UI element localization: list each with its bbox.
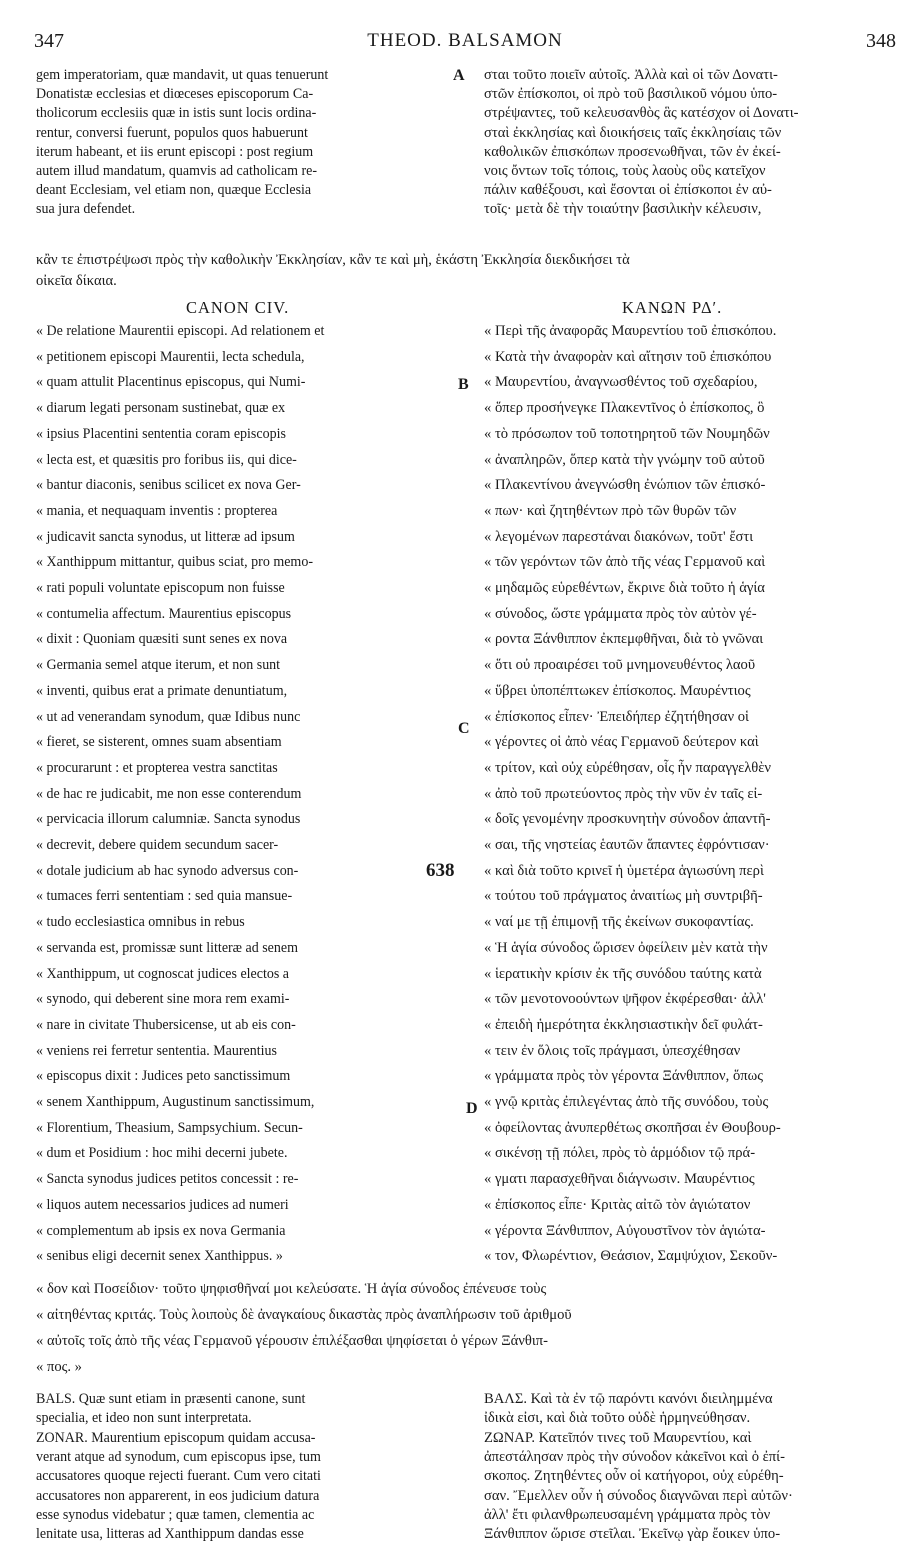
canon-right-line: « καὶ διὰ τοῦτο κρινεῖ ἡ ὑμετέρα ἁγιωσύνη περὶ [484,862,764,879]
top-full-line: οἰκεῖα δίκαια. [36,273,117,289]
canon-left-line: « complementum ab ipsis ex nova Germania [36,1222,286,1239]
canon-right-line: « σύνοδος, ὥστε γράμματα πρὸς τὸν αὐτὸν γέ- [484,605,757,622]
bottom-right-line: σαν. Ἔμελλεν οὖν ἡ σύνοδος διαγνῶναι περὶ αὐτῶν· [484,1487,793,1504]
canon-right-line: « Κατὰ τὴν ἀναφορὰν καὶ αἴτησιν τοῦ ἐπισκόπου [484,348,772,365]
canon-right-line: « ἀναπληρῶν, ὅπερ κατὰ τὴν γνώμην τοῦ αὐτοῦ [484,451,765,468]
canon-right-line: « δοῖς γενομένην προσκυνητὴν σύνοδον ἀπαντῆ- [484,811,771,828]
canon-right-line: « Μαυρεντίου, ἀναγνωσθέντος τοῦ σχεδαρίου, [484,374,758,391]
canon-left-line: « judicavit sancta synodus, ut litteræ ad ipsum [36,528,295,545]
canon-left-line: « servanda est, promissæ sunt litteræ ad senem [36,939,298,956]
canon-left-line: « veniens rei ferretur sententia. Maurentius [36,1042,277,1059]
canon-right-line: « τούτου τοῦ πράγματος ἀναιτίως μὴ συντριβῆ- [484,888,763,905]
canon-right-line: « ὀφείλοντας ἀνυπερθέτως σκοπῆσαι ἐν Θουβουρ- [484,1119,781,1136]
canon-right-line: « ἱερατικὴν κρίσιν ἐκ τῆς συνόδου ταύτης κατὰ [484,965,762,982]
running-title: THEOD. BALSAMON [367,30,563,51]
canon-left-line: « petitionem episcopi Maurentii, lecta schedula, [36,348,305,365]
canon-right-line: « ἐπειδὴ ἡμερότητα ἐκκλησιαστικὴν δεῖ φυλάτ- [484,1016,763,1033]
bottom-left-line: BALS. Quæ sunt etiam in præsenti canone, sunt [36,1391,306,1407]
canon-left-line: « dixit : Quoniam quæsiti sunt senes ex nova [36,631,288,648]
bottom-right-line: ἰδικὰ εἰσι, καὶ διὰ τοῦτο οὐδὲ ἡρμηνεύθησαν. [484,1410,751,1427]
canon-left-line: « bantur diaconis, senibus scilicet ex nova Ger- [36,477,301,494]
canon-right-line: « ὅτι οὐ προαιρέσει τοῦ μνημονευθέντος λαοῦ [484,657,756,674]
bottom-right-line: ἀπεστάλησαν πρὸς τὴν σύνοδον κἀκεῖνοι καὶ ὁ ἐπί- [484,1448,785,1465]
top-right-line: τοῖς· μετὰ δὲ τὴν τοιαύτην βασιλικὴν κέλευσιν, [484,201,762,218]
column-number: 638 [426,860,455,881]
bottom-right-line: σκοπος. Ζητηθέντες οὖν οἱ κατήγοροι, οὐχ εὑρέθη- [484,1468,784,1485]
canon-left-line: « synodo, qui deberent sine mora rem exami- [36,991,290,1008]
top-left-line: gem imperatoriam, quæ mandavit, ut quas tenuerunt [36,67,329,83]
canon-right-line: « μηδαμῶς εὑρεθέντων, ἔκρινε διὰ τοῦτο ἡ ἁγία [484,580,765,596]
canon-left-line: « de hac re judicabit, me non esse conterendum [36,785,302,802]
canon-right-line: « ναί με τῇ ἐπιμονῇ τῆς ἐκείνων συκοφαντίας. [484,914,754,931]
margin-letter-b: B [458,376,469,393]
canon-left-line: « tudo ecclesiastica omnibus in rebus [36,914,245,931]
canon-right-line: « ἐπίσκοπος εἶπε· Κριτὰς αἰτῶ τὸν ἁγιώτατον [484,1196,751,1213]
canon-left-line: « pervicacia illorum calumniæ. Sancta synodus [36,811,301,828]
top-left-line: Donatistæ ecclesias et diœceses episcoporum Ca- [36,86,314,103]
top-left-line: deant Ecclesiam, vel etiam non, quæque Ecclesia [36,182,312,199]
canon-right-line: « γέροντες οἱ ἀπὸ νέας Γερμανοῦ δεύτερον καὶ [484,734,759,751]
top-right-line: σται τοῦτο ποιεῖν αὐτοῖς. Ἀλλὰ καὶ οἱ τῶν Δονατι- [484,67,778,83]
canon-right-line: « ροντα Ξάνθιππον ἐκπεμφθῆναι, διὰ τὸ γνῶναι [484,631,764,648]
canon-left-line: « quam attulit Placentinus episcopus, qui Numi- [36,374,306,391]
canon-right-line: « ὕβρει ὑποπέπτωκεν ἐπίσκοπος. Μαυρέντιος [484,682,751,699]
page-header [34,30,896,56]
canon-left-line: « diarum legati personam sustinebat, quæ ex [36,400,286,417]
margin-letter-d: D [466,1100,478,1117]
bottom-left-line: lenitate usa, litteras ad Xanthippum dandas esse [36,1526,304,1543]
canon-left-line: « Florentium, Theasium, Sampsychium. Secun- [36,1119,303,1136]
canon-left-line: « De relatione Maurentii episcopi. Ad relationem et [36,323,325,339]
canon-right-line: « Πλακεντίνου ἀνεγνώσθη ἐνώπιον τῶν ἐπισκό- [484,477,766,494]
canon-left-line: « tumaces ferri sententiam : sed quia mansue- [36,888,293,905]
top-right-line: στῶν ἐπίσκοποι, οἱ πρὸ τοῦ βασιλικοῦ νόμου ὑπο- [484,86,778,103]
canon-left-line: « lecta est, et quæsitis pro foribus iis, qui dice- [36,451,297,468]
canon-right-line: « γέροντα Ξάνθιππον, Αὐγουστῖνον τὸν ἁγιώτα- [484,1222,766,1239]
bottom-right-line: ἀλλ' ἔτι φιλανθρωπευσαμένη γράμματα πρὸς τὸν [484,1506,771,1523]
canon-left-line: « Xanthippum, ut cognoscat judices electos a [36,965,290,982]
canon-left-line: « Xanthippum mittantur, quibus sciat, pro memo- [36,554,313,571]
canon-right-line: « τειν ἐν ὅλοις τοῖς πράγμασι, ὑπεσχέθησαν [484,1042,741,1059]
canon-right-line: « πων· καὶ ζητηθέντων πρὸ τῶν θυρῶν τῶν [484,502,737,519]
canon-right-title: ΚΑΝΩΝ ΡΔʹ. [622,298,723,317]
top-left-line: tholicorum ecclesiis quæ in istis sunt locis ordina- [36,105,317,122]
canon-left-line: « ipsius Placentini sententia coram episcopis [36,425,286,442]
bottom-right-line: ΖΩΝΑΡ. Κατεῖπόν τινες τοῦ Μαυρεντίου, καὶ [484,1429,752,1446]
canon-right-line: « τον, Φλωρέντιον, Θεάσιον, Σαμψύχιον, Σεκοῦν- [484,1248,778,1265]
bottom-left-line: verant atque ad synodum, cum episcopus ipse, tum [36,1448,321,1465]
bottom-right-line: Ξάνθιππον ὥρισε στεῖλαι. Ἐκεῖνῳ γὰρ ἔοικεν ὑπο- [484,1526,781,1543]
canon-right-line: « ἀπὸ τοῦ πρωτεύοντος πρὸς τὴν νῦν ἐν ταῖς εἰ- [484,785,763,802]
top-left-line: autem illud mandatum, quamvis ad catholicam re- [36,163,318,179]
canon-left-line: « rati populi voluntate episcopum non fuisse [36,580,285,596]
canon-left-line: « inventi, quibus erat a primate denuntiatum, [36,682,288,699]
canon-left-line: « episcopus dixit : Judices peto sanctissimum [36,1068,291,1085]
canon-left-line: « Germania semel atque iterum, et non sunt [36,657,281,674]
bottom-left-line: ZONAR. Maurentium episcopum quidam accusa- [36,1429,316,1446]
page-number-left: 347 [34,30,64,52]
canon-left-line: « dotale judicium ab hac synodo adversus con- [36,862,299,879]
canon-left-line: « Sancta synodus judices petitos concessit : re- [36,1171,299,1188]
canon-right-line: « Περὶ τῆς ἀναφορᾶς Μαυρεντίου τοῦ ἐπισκόπου. [484,323,777,339]
bottom-left-line: esse synodus videbatur ; quæ tamen, clementia ac [36,1506,315,1523]
canon-left-title: CANON CIV. [186,298,290,317]
canon-right-line: « τῶν γερόντων τῶν ἀπὸ τῆς νέας Γερμανοῦ καὶ [484,554,766,571]
top-right-line: πάλιν καθέξουσι, καὶ ἔσονται οἱ ἐπίσκοποι ἐν αὐ- [484,182,772,199]
canon-right-line: « τρίτον, καὶ οὐχ εὑρέθησαν, οἷς ἦν παραγγελθὲν [484,759,772,776]
canon-left-line: « mania, et nequaquam inventis : propterea [36,502,278,519]
canon-left-line: « contumelia affectum. Maurentius episcopus [36,605,292,622]
canon-right-line: « γνῷ κριτὰς ἐπιλεγέντας ἀπὸ τῆς συνόδου, τοὺς [484,1094,769,1110]
top-left-line: rentur, conversi fuerunt, populos quos habuerunt [36,124,308,141]
canon-left-line: « dum et Posidium : hoc mihi decerni jubete. [36,1145,288,1162]
bottom-right-line: ΒΑΛΣ. Καὶ τὰ ἐν τῷ παρόντι κανόνι διειλημμένα [484,1391,773,1407]
top-right-line: καθολικῶν ἐπισκόπων προσενωθῆναι, τῶν ἐν ἐκεί- [484,143,781,160]
canon-left-line: « nare in civitate Thubersicense, ut ab eis con- [36,1016,296,1033]
canon-right-line: « γματι παρασχεθῆναι διάγνωσιν. Μαυρέντιος [484,1171,755,1188]
top-right-line: σταὶ ἐκκλησίας καὶ διοικήσεις ταῖς ἐκκλησίαις τῶν [484,124,782,141]
bottom-left-line: specialia, et ideo non sunt interpretata. [36,1410,252,1427]
margin-letter-a: A [453,67,465,84]
canon-left-line: « liquos autem necessarios judices ad numeri [36,1196,289,1213]
margin-letter-c: C [458,720,470,737]
canon-right-line: « τῶν μενοτονοούντων ψῆφον ἐκφέρεσθαι· ἀλλ' [484,991,766,1008]
top-right-line: στρέψαντες, τοῦ κελευσανθὸς ἃς κατέσχον οἱ Δονατι- [484,105,799,122]
canon-full-line: « αἰτηθέντας κριτάς. Τοὺς λοιποὺς δὲ ἀναγκαίους δικαστὰς πρὸς ἀναπλήρωσιν τοῦ ἀριθμοῦ [36,1307,572,1323]
canon-right-line: « Ἡ ἁγία σύνοδος ὥρισεν ὀφείλειν μὲν κατὰ τὴν [484,939,768,956]
canon-left-line: « senem Xanthippum, Augustinum sanctissimum, [36,1094,315,1110]
top-full-line: κἂν τε ἐπιστρέψωσι πρὸς τὴν καθολικὴν Ἐκκλησίαν, κἂν τε καὶ μὴ, ἑκάστη Ἐκκλησία διεκδικήσει τὰ [36,252,630,268]
canon-left-line: « ut ad venerandam synodum, quæ Idibus nunc [36,708,301,725]
canon-left-line: « senibus eligi decernit senex Xanthippus. » [36,1248,283,1265]
canon-right-line: « σαι, τῆς νηστείας ἑαυτῶν ἅπαντες ἐφρόντισαν· [484,837,770,853]
bottom-left-line: accusatores quoque rejecti fuerant. Cum vero citati [36,1468,321,1485]
canon-right-line: « σικένσῃ τῇ πόλει, πρὸς τὸ ἁρμόδιον τῷ πρά- [484,1145,756,1162]
canon-full-line: « αὐτοῖς τοῖς ἀπὸ τῆς νέας Γερμανοῦ γέρουσιν ἐπιλέξασθαι ψηφίσεται ὁ γέρων Ξάνθιπ- [36,1333,548,1349]
canon-right-line: « γράμματα πρὸς τὸν γέροντα Ξάνθιππον, ὅπως [484,1068,763,1085]
canon-left-line: « decrevit, debere quidem secundum sacer- [36,837,279,853]
top-left-line: sua jura defendet. [36,201,136,218]
canon-right-line: « λεγομένων παρεστάναι διακόνων, τοῦτ' ἔστι [484,528,754,545]
bottom-left-line: accusatores non apparerent, in eos judicium datura [36,1487,320,1504]
canon-full-line: « δον καὶ Ποσείδιον· τοῦτο ψηφισθῆναί μοι κελεύσατε. Ἡ ἁγία σύνοδος ἐπένευσε τοὺς [36,1281,547,1297]
canon-left-line: « fieret, se sisterent, omnes suam absentiam [36,734,282,751]
canon-full-line: « πος. » [36,1359,82,1375]
canon-right-line: « τὸ πρόσωπον τοῦ τοποτηρητοῦ τῶν Νουμηδῶν [484,425,770,442]
top-left-line: iterum habeant, et iis erunt episcopi : post regium [36,143,314,160]
canon-right-line: « ὅπερ προσήνεγκε Πλακεντῖνος ὁ ἐπίσκοπος, ὃ [484,400,765,417]
canon-left-line: « procurarunt : et propterea vestra sanctitas [36,759,278,776]
top-right-line: νοις ὄντων τοῖς τόποις, τοὺς λαοὺς οὓς κατεῖχον [484,163,766,179]
canon-right-line: « ἐπίσκοπος εἶπεν· Ἐπειδήπερ ἐζητήθησαν οἱ [484,708,749,725]
page-number-right: 348 [866,30,896,52]
